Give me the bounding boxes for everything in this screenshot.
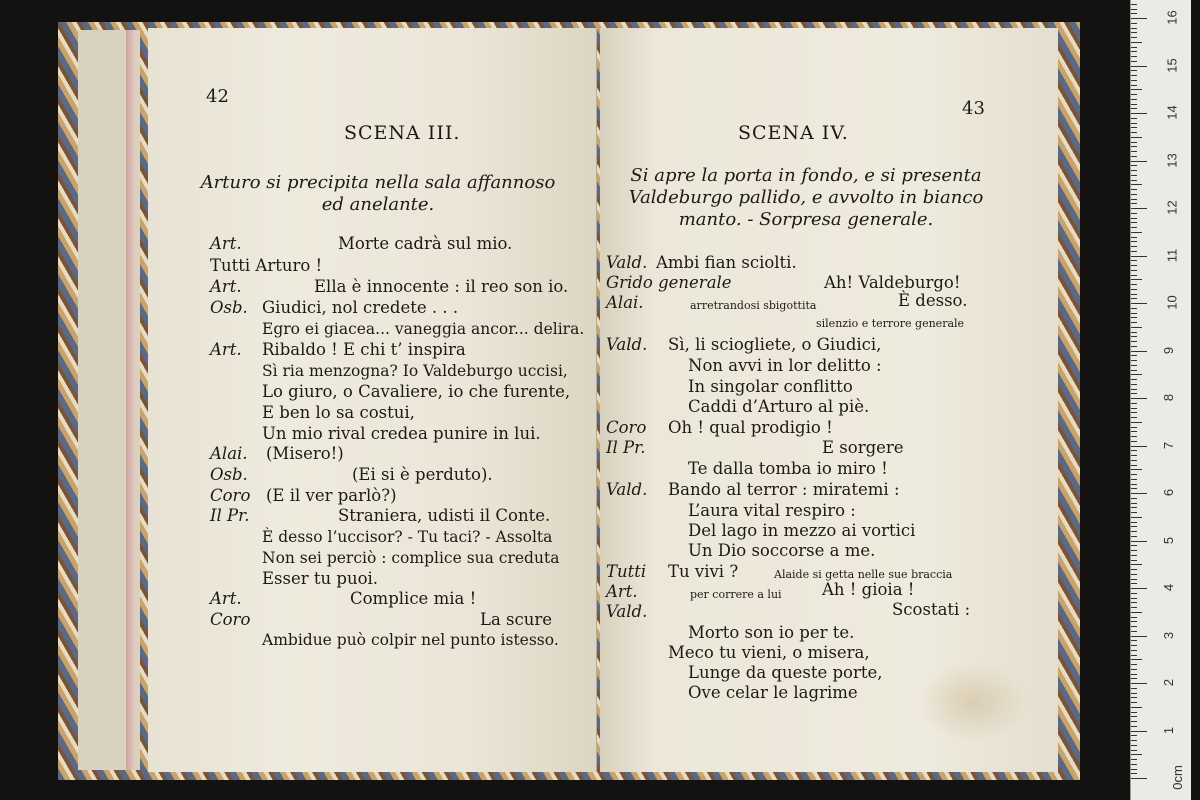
ruler-tick	[1131, 488, 1137, 489]
ruler-tick	[1131, 47, 1137, 48]
verse-line: Esser tu puoi.	[262, 569, 379, 588]
ruler-tick	[1131, 574, 1137, 575]
ruler-tick	[1131, 384, 1137, 385]
verse-line: L’aura vital respiro :	[688, 501, 856, 520]
speaker: Il Pr.	[606, 438, 646, 457]
ruler-tick	[1131, 522, 1137, 523]
ruler-tick	[1131, 355, 1137, 356]
ruler-tick	[1131, 241, 1137, 242]
ruler-tick	[1131, 531, 1137, 532]
ruler-tick	[1131, 493, 1147, 494]
ruler-tick	[1131, 512, 1137, 513]
speaker: Vald.	[606, 253, 648, 272]
verse-line: Meco tu vieni, o misera,	[668, 643, 870, 662]
ruler-tick	[1131, 669, 1137, 670]
ruler-tick	[1131, 389, 1137, 390]
ruler-tick	[1131, 621, 1137, 622]
ruler-tick	[1131, 56, 1137, 57]
verse-line: Tu vivi ?	[668, 562, 739, 581]
verse-line: È desso.	[898, 291, 968, 310]
ruler-tick	[1131, 9, 1137, 10]
ruler-tick	[1131, 256, 1147, 257]
ruler-tick	[1131, 127, 1137, 128]
ruler-tick	[1131, 640, 1137, 641]
verse-line: Tutti Arturo !	[210, 256, 323, 275]
verse-line: Te dalla tomba io miro !	[688, 459, 888, 478]
speaker: Grido generale	[606, 273, 732, 292]
ruler-tick	[1131, 645, 1137, 646]
verse-line: Giudici, nol credete . . .	[262, 298, 459, 317]
ruler-label: 8	[1161, 393, 1177, 402]
verse-line: Egro ei giacea... vaneggia ancor... delira.	[262, 320, 585, 338]
ruler-tick	[1131, 279, 1142, 280]
ruler-tick	[1131, 351, 1147, 352]
ruler-tick	[1131, 664, 1137, 665]
ruler-tick	[1131, 203, 1137, 204]
speaker: Osb.	[210, 298, 248, 317]
ruler-tick	[1131, 745, 1137, 746]
verse-line: Ove celar le lagrime	[688, 683, 858, 702]
verse-line: E sorgere	[822, 438, 904, 457]
ruler-tick	[1131, 441, 1137, 442]
ruler-tick	[1131, 598, 1137, 599]
ruler-label: 7	[1161, 441, 1177, 449]
ruler-tick	[1131, 484, 1137, 485]
ruler-tick	[1131, 270, 1137, 271]
ruler-tick	[1131, 165, 1137, 166]
ruler-tick	[1131, 412, 1137, 413]
ruler-tick	[1131, 184, 1142, 185]
ruler-tick	[1131, 275, 1137, 276]
verse-line: Bando al terror : miratemi :	[668, 480, 900, 499]
ruler-tick	[1131, 403, 1137, 404]
verse-line: Ella è innocente : il reo son io.	[314, 277, 569, 296]
verse-line: (Misero!)	[266, 444, 344, 463]
ruler-tick	[1131, 507, 1137, 508]
ruler-tick	[1131, 612, 1142, 613]
measurement-ruler	[1130, 0, 1191, 800]
verse-line: Ambidue può colpir nel punto istesso.	[262, 631, 559, 649]
ruler-tick	[1131, 313, 1137, 314]
ruler-tick	[1131, 260, 1137, 261]
ruler-label: 2	[1161, 678, 1177, 687]
ruler-tick	[1131, 569, 1137, 570]
ruler-tick	[1131, 336, 1137, 337]
speaker: Vald.	[606, 602, 648, 621]
ruler-tick	[1131, 550, 1137, 551]
speaker: Vald.	[606, 480, 648, 499]
ruler-tick	[1131, 232, 1142, 233]
stage-direction: Si apre la porta in fondo, e si presenta Valdeburgo pallido, e avvolto in bianco manto. - Sorpresa generale.	[628, 165, 984, 230]
ruler-tick	[1131, 707, 1142, 708]
verse-line: Sì ria menzogna? Io Valdeburgo uccisi,	[262, 362, 568, 380]
ruler-tick	[1131, 4, 1137, 5]
ruler-tick	[1131, 322, 1137, 323]
ruler-tick	[1131, 80, 1137, 81]
ruler-tick	[1131, 593, 1137, 594]
paper-stain	[918, 662, 1028, 742]
verse-line: Non sei perciò : complice sua creduta	[262, 549, 560, 567]
ruler-tick	[1131, 303, 1147, 304]
ruler-tick	[1131, 697, 1137, 698]
ruler-tick	[1131, 170, 1137, 171]
ruler-tick	[1131, 374, 1142, 375]
right-page	[600, 28, 1058, 772]
ruler-tick	[1131, 75, 1137, 76]
speaker: Art.	[210, 234, 242, 253]
ruler-tick	[1131, 560, 1137, 561]
ruler-label: 13	[1164, 152, 1180, 168]
ruler-label: 15	[1164, 57, 1180, 73]
ruler-tick	[1131, 422, 1142, 423]
ruler-label: 12	[1164, 200, 1180, 215]
ruler-tick	[1131, 431, 1137, 432]
ruler-label: 10	[1164, 295, 1180, 310]
ruler-tick	[1131, 32, 1137, 33]
ruler-tick	[1131, 465, 1137, 466]
ruler-tick	[1131, 778, 1147, 779]
ruler-tick	[1131, 631, 1137, 632]
ruler-tick	[1131, 327, 1142, 328]
ruler-tick	[1131, 113, 1147, 114]
ruler-tick	[1131, 721, 1137, 722]
ruler-tick	[1131, 118, 1137, 119]
left-page	[148, 28, 597, 772]
speaker: Il Pr.	[210, 506, 250, 525]
verse-line: Morte cadrà sul mio.	[338, 234, 513, 253]
ruler-tick	[1131, 754, 1142, 755]
ruler-tick	[1131, 51, 1137, 52]
ruler-tick	[1131, 712, 1137, 713]
verse-line: (E il ver parlò?)	[266, 486, 397, 505]
ruler-tick	[1131, 479, 1137, 480]
speaker: Coro	[606, 418, 647, 437]
ruler-tick	[1131, 61, 1137, 62]
verse-line: Caddi d’Arturo al piè.	[688, 397, 870, 416]
ruler-tick	[1131, 99, 1137, 100]
speaker: Tutti	[606, 562, 647, 581]
speaker: Art.	[210, 340, 242, 359]
ruler-tick	[1131, 222, 1137, 223]
ruler-tick	[1131, 227, 1137, 228]
ruler-label: 14	[1164, 105, 1180, 120]
ruler-tick	[1131, 436, 1137, 437]
speaker: Coro	[210, 486, 251, 505]
verse-line: (Ei si è perduto).	[352, 465, 493, 484]
verse-line: Ribaldo ! E chi t’ inspira	[262, 340, 466, 359]
stage-note: silenzio e terrore generale	[816, 317, 965, 330]
ruler-tick	[1131, 655, 1137, 656]
ruler-tick	[1131, 398, 1147, 399]
ruler-tick	[1131, 517, 1142, 518]
ruler-tick	[1131, 365, 1137, 366]
ruler-tick	[1131, 446, 1147, 447]
ruler-tick	[1131, 213, 1137, 214]
ruler-tick	[1131, 346, 1137, 347]
page-number: 42	[206, 86, 229, 107]
ruler-tick	[1131, 740, 1137, 741]
ruler-tick	[1131, 455, 1137, 456]
ruler-tick	[1131, 298, 1137, 299]
ruler-tick	[1131, 85, 1137, 86]
ruler-tick	[1131, 417, 1137, 418]
ruler-tick	[1131, 773, 1137, 774]
ruler-tick	[1131, 37, 1137, 38]
ruler-tick	[1131, 536, 1137, 537]
ruler-tick	[1131, 526, 1137, 527]
verse-line: Morto son io per te.	[688, 623, 855, 642]
ruler-tick	[1131, 199, 1137, 200]
ruler-tick	[1131, 545, 1137, 546]
ruler-tick	[1131, 759, 1137, 760]
ruler-tick	[1131, 726, 1137, 727]
verse-line: E ben lo sa costui,	[262, 403, 415, 422]
scene-heading: SCENA IV.	[738, 122, 849, 144]
ruler-tick	[1131, 42, 1142, 43]
ruler-label: 3	[1161, 631, 1177, 639]
ruler-tick	[1131, 142, 1137, 143]
ruler-tick	[1131, 94, 1137, 95]
ruler-tick	[1131, 175, 1137, 176]
page-number: 43	[962, 98, 985, 119]
speaker: Vald.	[606, 335, 648, 354]
ruler-tick	[1131, 503, 1137, 504]
ruler-tick	[1131, 70, 1137, 71]
ruler-tick	[1131, 151, 1137, 152]
ruler-tick	[1131, 146, 1137, 147]
ruler-tick	[1131, 450, 1137, 451]
verse-line: Lo giuro, o Cavaliere, io che furente,	[262, 382, 571, 401]
verse-line: Un mio rival credea punire in lui.	[262, 424, 541, 443]
verse-line: Oh ! qual prodigio !	[668, 418, 833, 437]
ruler-tick	[1131, 688, 1137, 689]
ruler-tick	[1131, 180, 1137, 181]
ruler-tick	[1131, 189, 1137, 190]
ruler-tick	[1131, 341, 1137, 342]
ruler-tick	[1131, 308, 1137, 309]
ruler-tick	[1131, 23, 1137, 24]
ruler-tick	[1131, 474, 1137, 475]
verse-line: Non avvi in lor delitto :	[688, 356, 882, 375]
speaker: Osb.	[210, 465, 248, 484]
ruler-tick	[1131, 251, 1137, 252]
ruler-tick	[1131, 659, 1142, 660]
ruler-tick	[1131, 18, 1147, 19]
scene-heading: SCENA III.	[344, 122, 461, 144]
ruler-tick	[1131, 583, 1137, 584]
ruler-tick	[1131, 731, 1147, 732]
ruler-tick	[1131, 218, 1137, 219]
ruler-tick	[1131, 607, 1137, 608]
ruler-tick	[1131, 617, 1137, 618]
ruler-tick	[1131, 332, 1137, 333]
ruler-tick	[1131, 636, 1147, 637]
ruler-tick	[1131, 28, 1137, 29]
verse-line: La scure	[480, 610, 553, 629]
stage-note: arretrandosi sbigottita	[690, 299, 817, 312]
ruler-tick	[1131, 237, 1137, 238]
ruler-tick	[1131, 579, 1137, 580]
ruler-tick	[1131, 602, 1137, 603]
ruler-tick	[1131, 123, 1137, 124]
ruler-tick	[1131, 66, 1147, 67]
stage-note: per correre a lui	[690, 588, 782, 601]
ruler-tick	[1131, 769, 1137, 770]
ruler-tick	[1131, 469, 1142, 470]
ruler-tick	[1131, 408, 1137, 409]
ruler-tick	[1131, 137, 1142, 138]
verse-line: Complice mia !	[350, 589, 477, 608]
speaker: Alai.	[210, 444, 248, 463]
ruler-tick	[1131, 564, 1142, 565]
ruler-label: 16	[1164, 10, 1180, 25]
stage-direction: Arturo si precipita nella sala affannoso ed anelante.	[200, 172, 556, 215]
ruler-tick	[1131, 735, 1137, 736]
ruler-tick	[1131, 161, 1147, 162]
ruler-tick	[1131, 674, 1137, 675]
ruler-label: 9	[1161, 346, 1177, 354]
ruler-tick	[1131, 246, 1137, 247]
ruler-tick	[1131, 194, 1137, 195]
page-edge	[126, 30, 136, 770]
ruler-tick	[1131, 716, 1137, 717]
ruler-tick	[1131, 750, 1137, 751]
ruler-tick	[1131, 360, 1137, 361]
ruler-tick	[1131, 460, 1137, 461]
ruler-tick	[1131, 294, 1137, 295]
ruler-tick	[1131, 393, 1137, 394]
speaker: Art.	[210, 589, 242, 608]
ruler-tick	[1131, 132, 1137, 133]
ruler-label: 4	[1161, 583, 1177, 592]
ruler-tick	[1131, 626, 1137, 627]
stage-note: Alaide si getta nelle sue braccia	[774, 568, 953, 581]
ruler-tick	[1131, 678, 1137, 679]
ruler-tick	[1131, 683, 1147, 684]
ruler-tick	[1131, 289, 1137, 290]
ruler-tick	[1131, 650, 1137, 651]
ruler-tick	[1131, 588, 1147, 589]
ruler-tick	[1131, 208, 1147, 209]
verse-line: Ambi fian sciolti.	[656, 253, 797, 272]
ruler-label: 0cm	[1169, 765, 1185, 790]
verse-line: Del lago in mezzo ai vortici	[688, 521, 916, 540]
ruler-tick	[1131, 427, 1137, 428]
ruler-tick	[1131, 541, 1147, 542]
ruler-tick	[1131, 764, 1137, 765]
ruler-tick	[1131, 693, 1137, 694]
ruler-label: 5	[1161, 536, 1177, 544]
verse-line: In singolar conflitto	[688, 377, 853, 396]
ruler-tick	[1131, 89, 1142, 90]
verse-line: Sì, li sciogliete, o Giudici,	[668, 335, 882, 354]
verse-line: Lunge da queste porte,	[688, 663, 883, 682]
ruler-tick	[1131, 498, 1137, 499]
verse-line: Ah ! gioia !	[822, 580, 915, 599]
ruler-tick	[1131, 702, 1137, 703]
speaker: Alai.	[606, 293, 644, 312]
ruler-tick	[1131, 555, 1137, 556]
verse-line: È desso l’uccisor? - Tu taci? - Assolta	[262, 528, 553, 546]
verse-line: Scostati :	[892, 600, 971, 619]
ruler-tick	[1131, 104, 1137, 105]
verse-line: Un Dio soccorse a me.	[688, 541, 876, 560]
verse-line: Ah! Valdeburgo!	[824, 273, 961, 292]
ruler-label: 6	[1161, 488, 1177, 497]
verse-line: Straniera, udisti il Conte.	[338, 506, 551, 525]
ruler-tick	[1131, 156, 1137, 157]
ruler-label: 1	[1161, 726, 1177, 734]
speaker: Coro	[210, 610, 251, 629]
ruler-tick	[1131, 13, 1137, 14]
ruler-tick	[1131, 370, 1137, 371]
ruler-label: 11	[1164, 248, 1180, 262]
ruler-tick	[1131, 265, 1137, 266]
ruler-tick	[1131, 317, 1137, 318]
speaker: Art.	[210, 277, 242, 296]
speaker: Art.	[606, 582, 638, 601]
ruler-tick	[1131, 379, 1137, 380]
ruler-tick	[1131, 284, 1137, 285]
ruler-tick	[1131, 108, 1137, 109]
